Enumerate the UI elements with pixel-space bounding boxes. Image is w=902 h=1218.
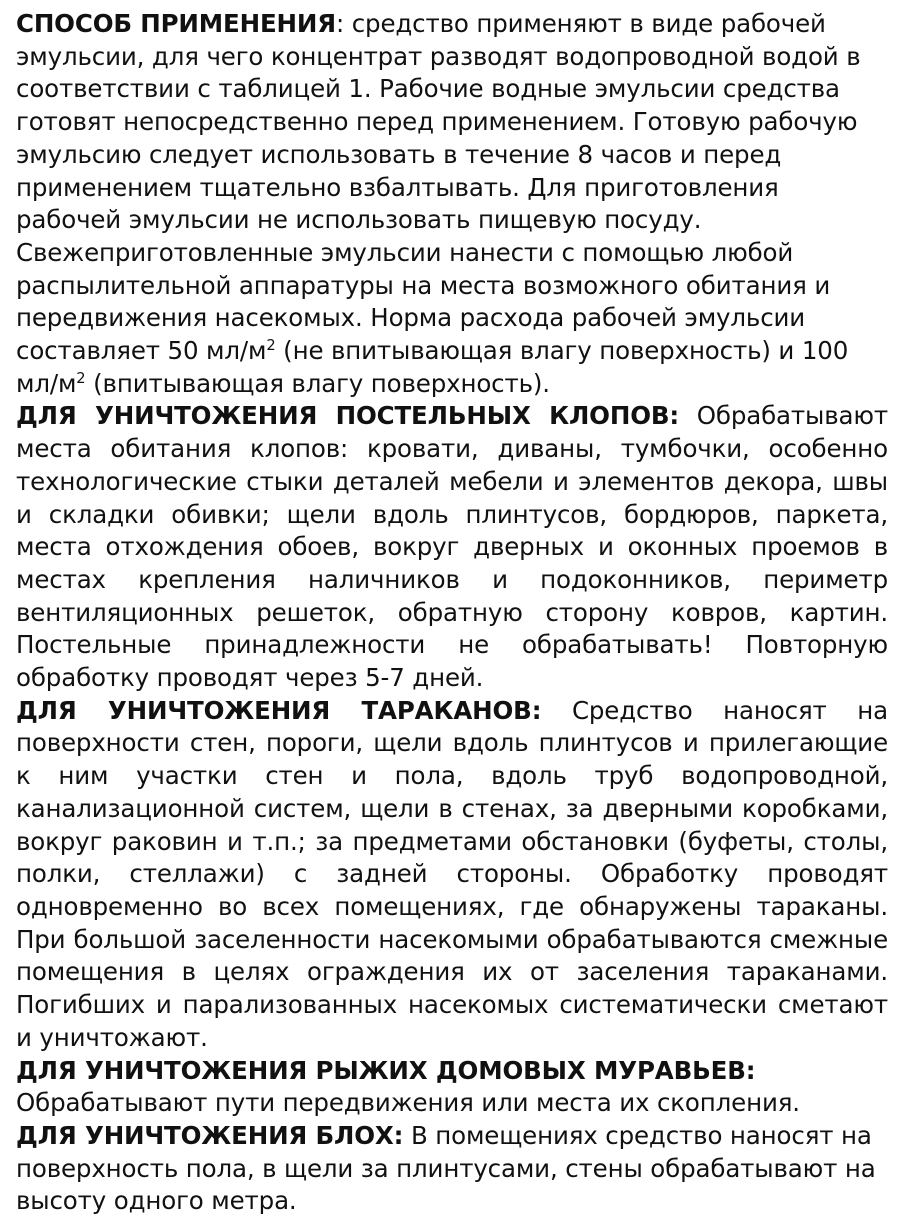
- cockroaches-paragraph: [16, 695, 888, 1055]
- square-meter-superscript: 2: [76, 369, 86, 387]
- application-method-text: средство применяют в виде рабочей эмульсии, для чего концентрат разводят водопроводной водой в соответствии с таблицей 1. Рабочие водные эмульсии средства готовят непосредственно перед применением. Готовую рабочую эмульсию следует использовать в течение 8 часов и перед применением тщательно взбалтывать. Для приготовления рабочей эмульсии не использовать пищевую посуду. Свежеприготовленные эмульсии нанести с помощью любой распылительной аппаратуры на места возможного обитания и передвижения насекомых. Норма расхода рабочей эмульсии составляет 50 мл/м: [16, 9, 861, 366]
- application-method-paragraph: [16, 8, 888, 400]
- fleas-text: В помещениях средство наносят на поверхность пола, в щели за плинтусами, стены обрабатывают на высоту одного метра.: [16, 1120, 876, 1216]
- square-meter-superscript: 2: [266, 336, 276, 354]
- bedbugs-heading: ДЛЯ УНИЧТОЖЕНИЯ ПОСТЕЛЬНЫХ КЛОПОВ:: [16, 401, 680, 431]
- cockroaches-text: Средство наносят на поверхности стен, пороги, щели вдоль плинтусов и прилегающие к ним участки стен и пола, вдоль труб водопроводной, канализационной систем, щели в стенах, за дверными коробками, вокруг раковин и т.п.; за предметами обстановки (буфеты, столы, полки, стеллажи) с задней стороны. Обработку проводят одновременно во всех помещениях, где обнаружены тараканы. При большой заселенности насекомыми обрабатываются смежные помещения в целях ограждения их от заселения тараканами. Погибших и парализованных насекомых систематически сметают и уничтожают.: [16, 695, 888, 1052]
- ants-paragraph: [16, 1055, 888, 1120]
- bedbugs-paragraph: [16, 400, 888, 694]
- application-method-heading: СПОСОБ ПРИМЕНЕНИЯ: [16, 9, 336, 38]
- application-method-text-end: (впитывающая влагу поверхность).: [85, 368, 550, 398]
- heading-separator: :: [335, 9, 352, 38]
- ants-heading: ДЛЯ УНИЧТОЖЕНИЯ РЫЖИХ ДОМОВЫХ МУРАВЬЕВ:: [16, 1055, 756, 1085]
- bedbugs-text: Обрабатывают места обитания клопов: кровати, диваны, тумбочки, особенно технологические стыки деталей мебели и элементов декора, швы и складки обивки; щели вдоль плинтусов, бордюров, паркета, места отхождения обоев, вокруг дверных и оконных проемов в местах крепления наличников и подоконников, периметр вентиляционных решеток, обратную сторону ковров, картин. Постельные принадлежности не обрабатывать! Повторную обработку проводят через 5-7 дней.: [16, 401, 888, 693]
- application-method-text-continued: (не впитывающая влагу поверхность) и 100 мл/м: [16, 336, 849, 398]
- ants-text: Обрабатывают пути передвижения или места их скопления.: [16, 1088, 800, 1118]
- cockroaches-heading: ДЛЯ УНИЧТОЖЕНИЯ ТАРАКАНОВ:: [16, 695, 542, 725]
- fleas-heading: ДЛЯ УНИЧТОЖЕНИЯ БЛОХ:: [16, 1120, 404, 1150]
- fleas-paragraph: [16, 1120, 888, 1218]
